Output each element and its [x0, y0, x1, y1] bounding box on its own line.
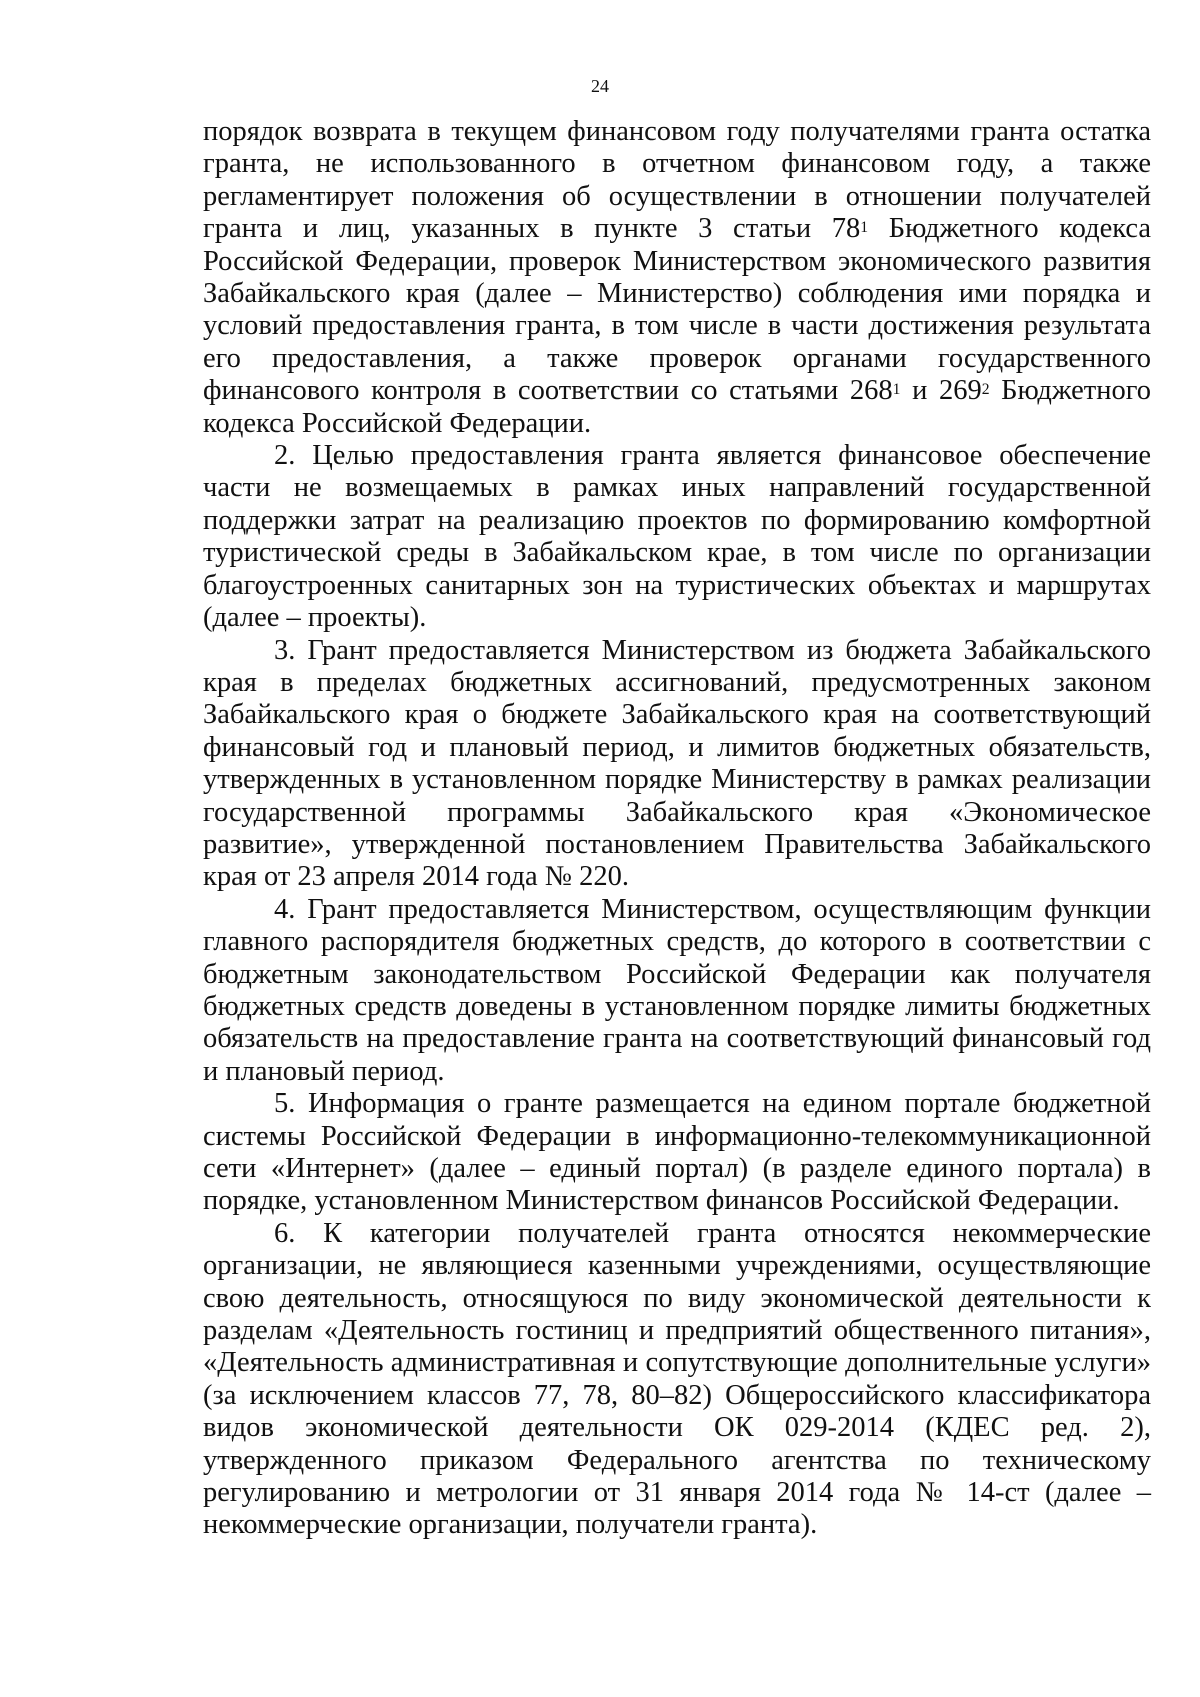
text-line: Забайкальского края о бюджете Забайкальского края на соответствующий: [203, 699, 1151, 731]
text-line: (за исключением классов 77, 78, 80–82) Общероссийского классификатора: [203, 1379, 1151, 1411]
text-line: некоммерческие организации, получатели гранта).: [203, 1509, 818, 1541]
text-line: утвержденных в установленном порядке Министерству в рамках реализации: [203, 764, 1151, 796]
document-body: [203, 116, 1151, 1542]
text-line: регулированию и метрологии от 31 января 2014 года № 14-ст (далее –: [203, 1477, 1151, 1509]
text-line: системы Российской Федерации в информационно-телекоммуникационной: [203, 1120, 1151, 1152]
text-line: Забайкальского края (далее – Министерство) соблюдения ими порядка и: [203, 278, 1151, 310]
text-line: (далее – проекты).: [203, 602, 427, 634]
text-line: «Деятельность административная и сопутствующие дополнительные услуги»: [203, 1347, 1151, 1379]
text-line: его предоставления, а также проверок органами государственного: [203, 342, 1151, 374]
text-line: части не возмещаемых в рамках иных направлений государственной: [203, 472, 1151, 504]
text-line: поддержки затрат на реализацию проектов по формированию комфортной: [203, 504, 1151, 536]
text-line: гранта, не использованного в отчетном финансовом году, а также: [203, 148, 1151, 180]
text-line: кодекса Российской Федерации.: [203, 407, 592, 439]
text-line: порядке, установленном Министерством финансов Российской Федерации.: [203, 1185, 1120, 1217]
text-line: государственной программы Забайкальского края «Экономическое: [203, 796, 1151, 828]
text-line: утвержденного приказом Федерального агентства по техническому: [203, 1444, 1151, 1476]
text-line: порядок возврата в текущем финансовом году получателями гранта остатка: [203, 116, 1151, 147]
text-line: благоустроенных санитарных зон на туристических объектах и маршрутах: [203, 569, 1151, 601]
text-line: 6. К категории получателей гранта относятся некоммерческие: [274, 1217, 1151, 1249]
text-line: Российской Федерации, проверок Министерством экономического развития: [203, 245, 1151, 277]
text-line: организации, не являющиеся казенными учреждениями, осуществляющие: [203, 1250, 1151, 1282]
text-line: обязательств на предоставление гранта на соответствующий финансовый год: [203, 1023, 1151, 1055]
text-line: главного распорядителя бюджетных средств, до которого в соответствии с: [203, 926, 1151, 958]
text-line: сети «Интернет» (далее – единый портал) (в разделе единого портала) в: [203, 1153, 1151, 1184]
text-line: 2. Целью предоставления гранта является финансовое обеспечение: [274, 440, 1151, 472]
text-line: свою деятельность, относящуюся по виду экономической деятельности к: [203, 1282, 1151, 1314]
page-number: 24: [591, 76, 609, 96]
text-line: туристической среды в Забайкальском крае, в том числе по организации: [203, 537, 1151, 569]
text-line: края от 23 апреля 2014 года № 220.: [203, 861, 629, 893]
text-line: и плановый период.: [203, 1055, 445, 1087]
text-line: условий предоставления гранта, в том числе в части достижения результата: [203, 310, 1151, 342]
text-line: финансовый год и плановый период, и лимитов бюджетных обязательств,: [203, 731, 1151, 763]
text-line: бюджетных средств доведены в установленном порядке лимиты бюджетных: [203, 990, 1151, 1022]
text-line: видов экономической деятельности ОК 029-2014 (КДЕС ред. 2),: [203, 1412, 1151, 1444]
text-line: края в пределах бюджетных ассигнований, предусмотренных законом: [203, 666, 1151, 698]
text-line: развитие», утвержденной постановлением Правительства Забайкальского: [203, 828, 1151, 860]
text-line: бюджетным законодательством Российской Федерации как получателя: [203, 958, 1151, 990]
text-line: регламентирует положения об осуществлении в отношении получателей: [203, 180, 1151, 212]
text-line: 3. Грант предоставляется Министерством из бюджета Забайкальского: [274, 634, 1151, 666]
text-line: финансового контроля в соответствии со статьями $268^1$ и $269^2$ Бюджетного: [203, 375, 1151, 407]
text-line: 5. Информация о гранте размещается на едином портале бюджетной: [274, 1088, 1151, 1120]
text-line: 4. Грант предоставляется Министерством, осуществляющим функции: [274, 893, 1151, 925]
text-line: гранта и лиц, указанных в пункте 3 статьи $78^1$ Бюджетного кодекса: [203, 213, 1151, 245]
text-line: разделам «Деятельность гостиниц и предприятий общественного питания»,: [203, 1315, 1151, 1347]
